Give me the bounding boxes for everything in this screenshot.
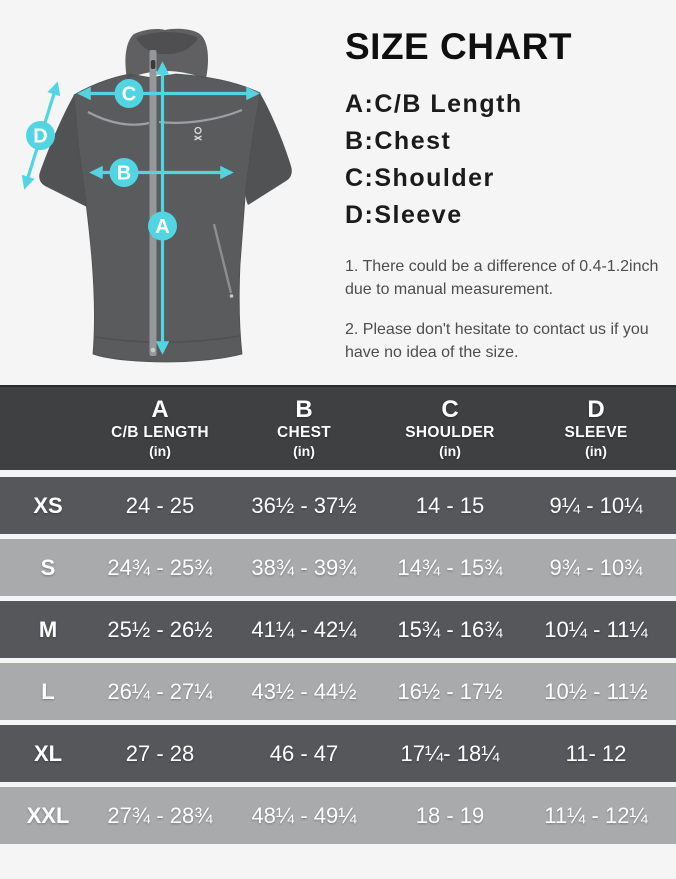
column-name: C/B LENGTH — [111, 424, 209, 441]
cell-shoulder: 18 - 19 — [415, 802, 485, 828]
cell-chest: 48¼ - 49¼ — [251, 802, 357, 828]
column-letter: A — [151, 396, 169, 423]
cell-cb-length: 26¼ - 27¼ — [107, 678, 213, 704]
cell-shoulder: 14¾ - 15¾ — [397, 554, 503, 580]
cell-cb-length: 27 - 28 — [125, 740, 195, 766]
size-label: XXL — [26, 802, 70, 828]
cell-shoulder: 16½ - 17½ — [397, 678, 503, 704]
size-label: L — [41, 678, 55, 704]
hero-section — [0, 0, 676, 385]
cell-sleeve: 10½ - 11½ — [544, 678, 648, 704]
table-row — [0, 477, 676, 534]
cell-shoulder: 14 - 15 — [415, 492, 485, 518]
table-column-header — [384, 397, 516, 460]
notes — [345, 256, 669, 364]
jacket-collar — [125, 29, 208, 79]
size-label: XS — [33, 492, 63, 518]
cell-cb-length: 24¾ - 25¾ — [107, 554, 213, 580]
legend-item: D:Sleeve — [345, 201, 463, 229]
table-header-row — [0, 385, 676, 470]
column-unit: (in) — [149, 443, 171, 459]
table-column-header — [96, 397, 224, 460]
legend-item: B:Chest — [345, 127, 452, 155]
cell-cb-length: 24 - 25 — [125, 492, 195, 518]
measure-badge-b-label: B — [116, 162, 132, 185]
cell-sleeve: 9¼ - 10¼ — [549, 492, 643, 518]
column-unit: (in) — [585, 443, 607, 459]
table-row — [0, 539, 676, 596]
size-table — [0, 385, 676, 849]
cell-cb-length: 27¾ - 28¾ — [107, 802, 213, 828]
cell-chest: 38¾ - 39¾ — [251, 554, 357, 580]
jacket-illustration — [39, 29, 292, 362]
cell-chest: 46 - 47 — [269, 740, 339, 766]
cell-sleeve: 11¼ - 12¼ — [544, 802, 648, 828]
cell-sleeve: 10¼ - 11¼ — [544, 616, 648, 642]
column-letter: D — [587, 396, 605, 423]
size-label: XL — [33, 740, 63, 766]
note-text: 2. Please don't hesitate to contact us if you have no idea of the size. — [345, 321, 649, 361]
measure-badge-d-label: D — [33, 125, 48, 148]
jacket-zipper-pull — [151, 60, 156, 69]
column-unit: (in) — [293, 443, 315, 459]
jacket-measurement-diagram — [0, 0, 330, 385]
note-text: 1. There could be a difference of 0.4-1.2inch due to manual measurement. — [345, 258, 659, 298]
cell-shoulder: 15¾ - 16¾ — [397, 616, 503, 642]
jacket-zipper-stop — [151, 348, 156, 353]
cell-cb-length: 25½ - 26½ — [107, 616, 213, 642]
legend-item: A:C/B Length — [345, 90, 523, 118]
table-row — [0, 601, 676, 658]
cell-sleeve: 9¾ - 10¾ — [549, 554, 643, 580]
cell-chest: 36½ - 37½ — [251, 492, 357, 518]
legend-item: C:Shoulder — [345, 164, 495, 192]
cell-chest: 43½ - 44½ — [251, 678, 357, 704]
table-body — [0, 477, 676, 844]
size-label: S — [40, 554, 56, 580]
column-letter: C — [441, 396, 459, 423]
table-row — [0, 725, 676, 782]
measure-legend — [345, 86, 669, 234]
size-label: M — [38, 616, 58, 642]
jacket-pocket-pull — [230, 294, 234, 298]
table-column-header — [516, 397, 676, 460]
cell-sleeve: 11- 12 — [565, 740, 627, 766]
jacket-zipper — [150, 50, 157, 356]
column-name: SHOULDER — [405, 424, 495, 441]
cell-chest: 41¼ - 42¼ — [251, 616, 357, 642]
table-row — [0, 663, 676, 720]
info-column — [345, 26, 669, 382]
table-column-header — [224, 397, 384, 460]
column-name: SLEEVE — [564, 424, 628, 441]
table-row — [0, 787, 676, 844]
measure-badge-c-label: C — [121, 83, 137, 106]
column-name: CHEST — [276, 424, 332, 441]
column-letter: B — [295, 396, 313, 423]
measure-badge-a-label: A — [155, 216, 170, 238]
column-unit: (in) — [439, 443, 461, 459]
page-title: SIZE CHART — [345, 26, 572, 67]
cell-shoulder: 17¼- 18¼ — [400, 740, 500, 766]
